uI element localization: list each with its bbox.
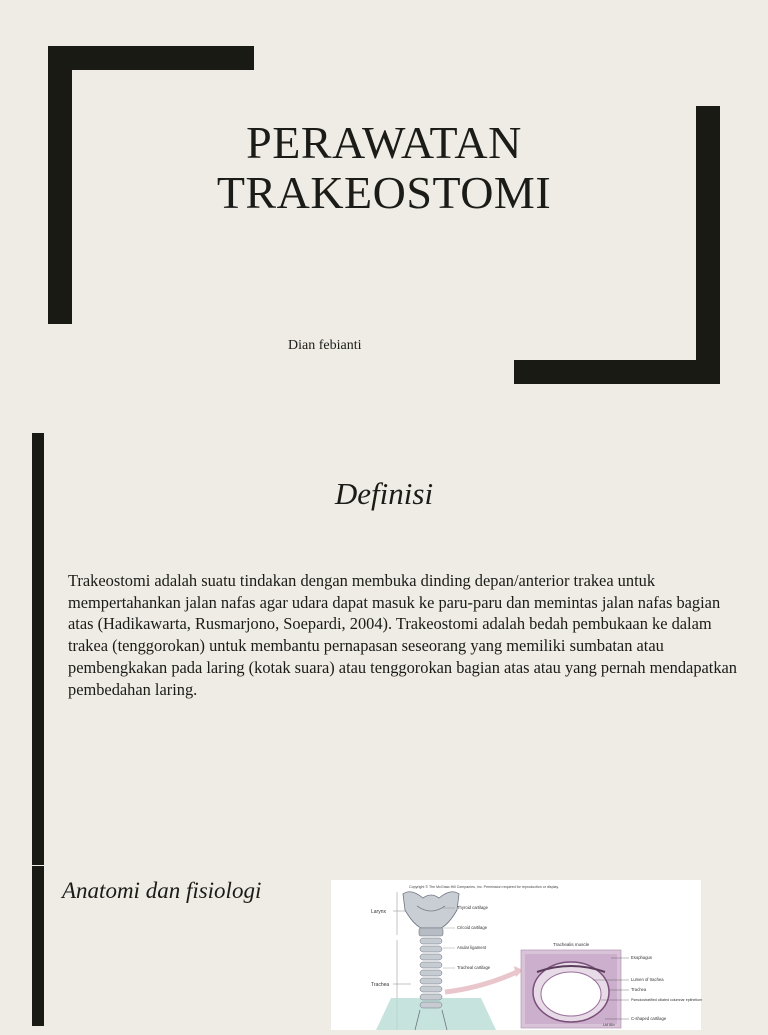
- trachea-illustration: [331, 880, 701, 1030]
- slide-title: [0, 118, 768, 218]
- label-c-shaped-cartilage: C-shaped cartilage: [631, 1016, 667, 1021]
- label-epithelium: Pseudostratified ciliated columnar epithelium: [631, 998, 703, 1002]
- label-tracheal-cartilage: Tracheal cartilage: [457, 965, 491, 970]
- author-name: Dian febianti: [288, 338, 362, 353]
- label-trachea-left: Trachea: [371, 982, 390, 988]
- label-larynx: Larynx: [371, 909, 387, 915]
- label-thyroid-cartilage: Thyroid cartilage: [457, 905, 488, 910]
- trachea-anatomy-figure: [331, 880, 701, 1030]
- label-trachealis-muscle: Trachealis muscle: [553, 942, 590, 947]
- content-slide: [0, 420, 768, 1027]
- label-trachea-right: Trachea: [631, 987, 647, 992]
- title-line-1: PERAWATAN: [246, 117, 522, 168]
- section-heading: Definisi: [334, 476, 434, 511]
- anatomy-subheading: Anatomi dan fisiologi: [62, 878, 262, 903]
- title-slide: [0, 0, 768, 420]
- definition-paragraph: Trakeostomi adalah suatu tindakan dengan membuka dinding depan/anterior trakea untuk mempertahankan jalan nafas agar udara dapat masuk ke paru-paru dan memintas jalan nafas bagian atas (Hadikawarta, Rusmarjono, Soepardi, 2004). Trakeostomi adalah bedah pembukaan ke dalam trakea (tenggorokan) untuk membantu pernapasan seseorang yang memiliki sumbatan atau pembengkakan pada laring (kotak suara) atau tenggorokan bagian atas atau yang pernah mendapatkan pembedahan laring.: [68, 571, 738, 699]
- label-cricoid-cartilage: Cricoid cartilage: [457, 925, 488, 930]
- label-anular-ligament: Anular ligament: [457, 945, 487, 950]
- frame-corner-bottom-horizontal: [514, 360, 720, 384]
- label-esophagus: Esophagus: [631, 955, 652, 960]
- micrograph-magnification: LM 50×: [603, 1023, 616, 1027]
- left-accent-bar-lower: [32, 866, 44, 1026]
- frame-corner-top-horizontal: [48, 46, 254, 70]
- title-line-2: TRAKEOSTOMI: [216, 167, 552, 218]
- label-lumen-of-trachea: Lumen of trachea: [631, 977, 664, 982]
- figure-copyright: Copyright © The McGraw-Hill Companies, Inc. Permission required for reproduction or display.: [409, 885, 559, 889]
